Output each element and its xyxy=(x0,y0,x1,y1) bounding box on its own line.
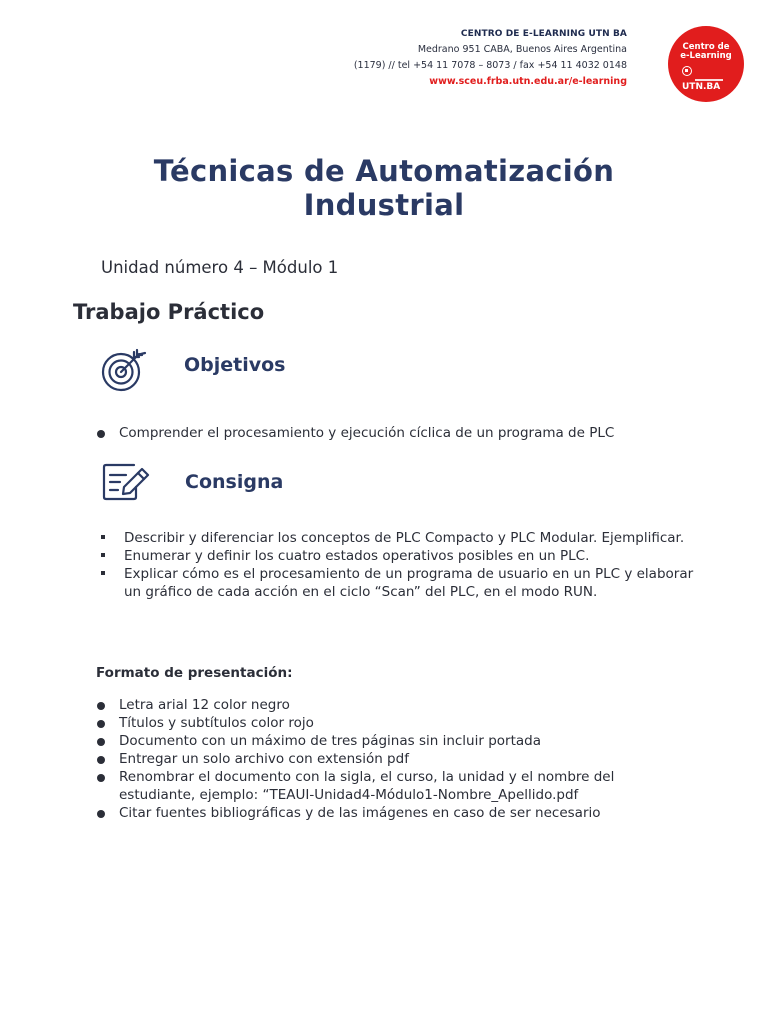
list-item: Explicar cómo es el procesamiento de un programa de usuario en un PLC y elaborar un gráfico de cada acción en el ciclo “Scan” del PLC, en el modo RUN. xyxy=(100,565,700,601)
formato-heading: Formato de presentación: xyxy=(96,665,293,681)
org-name: CENTRO DE E-LEARNING UTN BA xyxy=(460,29,627,39)
list-item: Documento con un máximo de tres páginas sin incluir portada xyxy=(96,732,656,750)
phone-fax: (1179) // tel +54 11 7078 – 8073 / fax +54 11 4032 0148 xyxy=(353,60,627,71)
website-link[interactable]: www.sceu.frba.utn.edu.ar/e-learning xyxy=(429,76,627,87)
logo-underline xyxy=(695,79,723,81)
list-item: Renombrar el documento con la sigla, el curso, la unidad y el nombre del estudiante, ejemplo: “TEAUI-Unidad4-Módulo1-Nombre_Apellido.pdf xyxy=(96,768,656,804)
list-item: Describir y diferenciar los conceptos de PLC Compacto y PLC Modular. Ejemplificar. xyxy=(100,529,700,547)
list-item: Letra arial 12 color negro xyxy=(96,696,656,714)
logo-line-1: Centro de xyxy=(682,42,730,52)
list-item: Citar fuentes bibliográficas y de las imágenes en caso de ser necesario xyxy=(96,804,656,822)
utn-brand xyxy=(682,66,732,92)
consigna-list xyxy=(100,529,700,601)
consigna-heading: Consigna xyxy=(185,471,284,493)
title-line-2: Industrial xyxy=(303,188,465,222)
title-line-1: Técnicas de Automatización xyxy=(153,154,615,188)
utn-brand-text: UTN.BA xyxy=(682,82,721,92)
objetivos-list xyxy=(96,424,614,442)
document-title xyxy=(0,154,768,222)
edit-document-icon xyxy=(102,463,150,501)
list-item: Entregar un solo archivo con extensión pdf xyxy=(96,750,656,768)
contact-block xyxy=(354,26,627,90)
address: Medrano 951 CABA, Buenos Aires Argentina xyxy=(417,44,627,55)
section-title: Trabajo Práctico xyxy=(73,300,265,324)
list-item: Títulos y subtítulos color rojo xyxy=(96,714,656,732)
page-header xyxy=(24,26,744,102)
formato-list xyxy=(96,696,656,822)
utn-shield-icon xyxy=(682,66,692,76)
target-icon xyxy=(101,347,149,393)
list-item: Enumerar y definir los cuatro estados operativos posibles en un PLC. xyxy=(100,547,700,565)
logo-line-2: e-Learning xyxy=(680,51,732,61)
unit-module-label: Unidad número 4 – Módulo 1 xyxy=(101,258,339,277)
elearning-logo xyxy=(668,26,744,102)
objetivos-heading: Objetivos xyxy=(184,354,286,376)
list-item: Comprender el procesamiento y ejecución cíclica de un programa de PLC xyxy=(96,424,614,442)
